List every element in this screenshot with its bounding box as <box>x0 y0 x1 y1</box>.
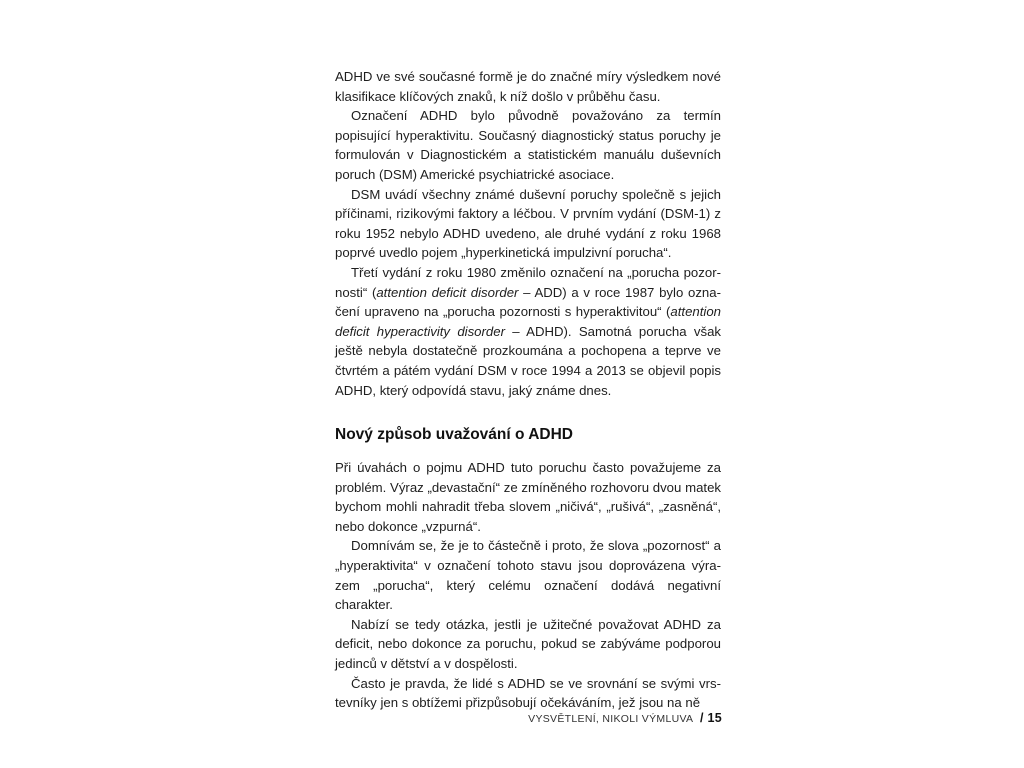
page-number: / 15 <box>699 711 722 725</box>
top-text-block <box>335 67 721 400</box>
paragraph: Často je pravda, že lidé s ADHD se ve srovnání se svými vrstevníky jen s obtížemi přizpůsobují očekáváním, jež jsou na ně <box>335 675 721 711</box>
section-heading: Nový způsob uvažování o ADHD <box>335 426 573 443</box>
text-run: – ADHD). Samotná porucha však ještě nebyla dostatečně prozkoumána a pochopena a teprve ve čtvrtém a pátém vydání DSM v roce 1994 a 2013 se objevil popis ADHD, který odpovídá stavu, jaký známe dnes. <box>335 323 721 398</box>
bottom-text-block <box>335 458 721 713</box>
text-run: – ADD) a v roce 1987 bylo označení upraveno na „porucha pozornosti s hyperaktivitou“ ( <box>335 284 721 320</box>
paragraph: ADHD ve své současné formě je do značné míry výsledkem nové klasifikace klíčových znaků, k níž došlo v průběhu času. <box>335 69 721 104</box>
paragraph: Nabízí se tedy otázka, jestli je užitečné považovat ADHD za deficit, nebo dokonce za poruchu, pokud se zabýváme podporou jedinců v dětství a v dospělosti. <box>335 616 721 671</box>
paragraph: Označení ADHD bylo původně považováno za termín popisující hyperaktivitu. Současný diagnostický status poruchy je formulován v Diagnostickém a statistickém manuálu duševních poruch (DSM) Americké psychiatrické asociace. <box>335 108 721 182</box>
paragraph: Při úvahách o pojmu ADHD tuto poruchu často považujeme za problém. Výraz „devastační“ ze zmíněného rozhovoru dvou matek bychom mohli nahradit třeba slovem „ničivá“, „rušivá“, „zasněná“, nebo dokonce „vzpurná“. <box>335 460 721 534</box>
italic-term: attention deficit hyperactivity disorder <box>335 304 721 339</box>
footer-section-title: VYSVĚTLENÍ, NIKOLI VÝMLUVA <box>528 713 693 725</box>
running-footer <box>528 710 722 727</box>
paragraph <box>335 263 721 400</box>
text-run: Třetí vydání z roku 1980 změnilo označení na „porucha pozornosti“ ( <box>335 264 721 300</box>
italic-term: attention deficit disorder <box>376 284 519 300</box>
paragraph: Domnívám se, že je to částečně i proto, že slova „pozornost“ a „hyperaktivita“ v označení tohoto stavu jsou doprovázena výrazem „porucha“, který celému označení dodává negativní charakter. <box>335 538 721 613</box>
paragraph: DSM uvádí všechny známé duševní poruchy společně s jejich příčinami, rizikovými faktory a léčbou. V prvním vydání (DSM-1) z roku 1952 nebylo ADHD uvedeno, ale druhé vydání z roku 1968 poprvé uvedlo pojem „hyperkinetická impulzivní porucha“. <box>335 186 721 261</box>
